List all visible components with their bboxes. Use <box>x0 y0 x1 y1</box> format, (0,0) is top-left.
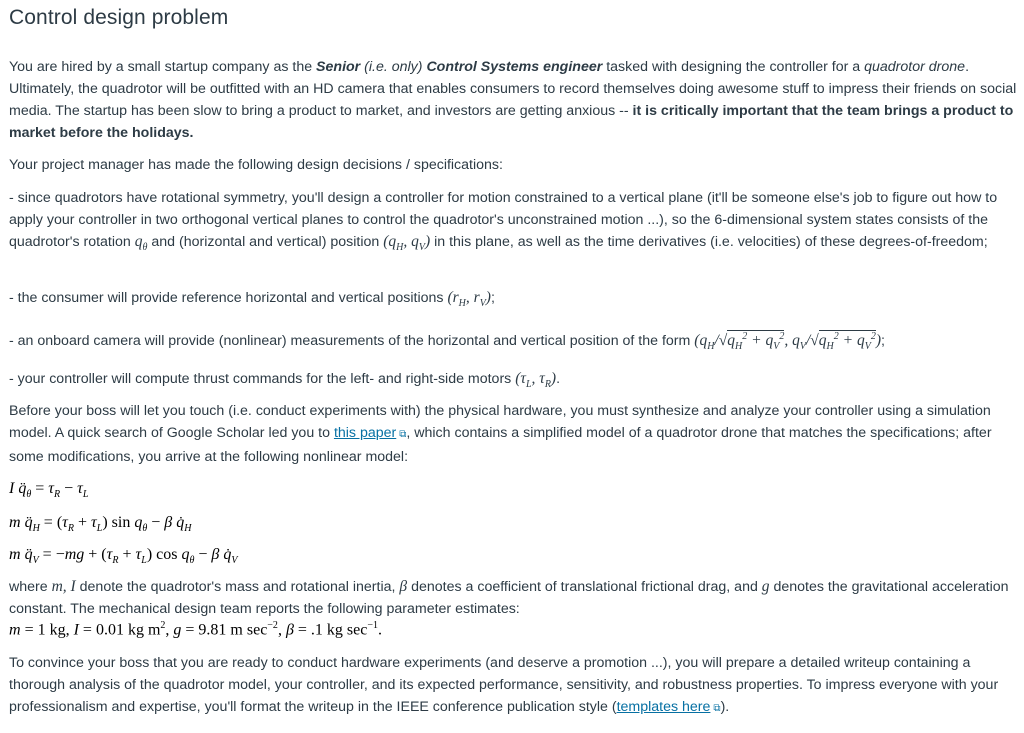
convince-paragraph: To convince your boss that you are ready to conduct hardware experiments (and deserve a promotion ...), you will prepare a detailed writeup containing a thorough analysis of the quadrotor model, your controller, and its expected performance, sensitivity, and robustness properties. To impress everyone with your professionalism and expertise, you'll format the writeup in the IEEE conference publication style (templates here ⧉). <box>9 652 1018 720</box>
page-title: Control design problem <box>9 6 229 29</box>
parameter-estimates: m = 1 kg, I = 0.01 kg $m^2$, g = 9.81 m $\sec^{-2}$, β = .1 kg $\sec^{-1}$. <box>9 620 382 639</box>
equation-horizontal: m $q̈_H = (\tau_R + \tau_L)$ $\sin q_\theta - \beta$ $q̇_H$ <box>9 514 192 535</box>
external-link-icon: ⧉ <box>399 429 407 440</box>
external-link-icon: ⧉ <box>713 703 721 714</box>
important-text: it is critically important that the team brings a product to market before the holidays. <box>9 103 1014 141</box>
templates-link[interactable]: templates here <box>616 699 711 715</box>
boss-paragraph: Before your boss will let you touch (i.e. conduct experiments with) the physical hardware, you must synthesize and analyze your controller using a simulation model. A quick search of Google Scholar led you to this paper ⧉, which contains a simplified model of a quadrotor drone that matches the specifications; after some modifications, you arrive at the following nonlinear model: <box>9 403 992 465</box>
pm-paragraph: Your project manager has made the following design decisions / specifications: <box>9 157 503 173</box>
spec-thrust: - your controller will compute thrust commands for the left- and right-side motors ($\tau_L$, $\tau_R$). <box>9 370 561 391</box>
intro-paragraph: You are hired by a small startup company as the Senior (i.e. only) Control Systems engineer tasked with designing the controller for a quadrotor drone. Ultimately, the quadrotor will be outfitted with an HD camera that enables consumers to record themselves doing awesome stuff to impress their friends on social media. The startup has been slow to bring a product to market, and investors are getting anxious -- it is critically important that the team brings a product to market before the holidays. <box>9 59 1017 141</box>
spec-reference: - the consumer will provide reference horizontal and vertical positions ($r_H$, $r_V$); <box>9 289 495 310</box>
where-paragraph: where m, I denote the quadrotor's mass and rotational inertia, β denotes a coefficient of translational frictional drag, and g denotes the gravitational acceleration constant. The mechanical design team reports the following parameter estimates: <box>9 578 1009 617</box>
equation-rotation: I $q̈_\theta = \tau_R - \tau_L$ <box>9 480 89 501</box>
spec-measurement: - an onboard camera will provide (nonlinear) measurements of the horizontal and vertical position of the form ($q_H/√q_H^2 + q_V^2$, $q_V/√q_H^2 + q_V^2$); <box>9 331 885 353</box>
spec-state: - since quadrotors have rotational symmetry, you'll design a controller for motion constrained to a vertical plane (it'll be someone else's job to figure out how to apply your controller in two orthogonal vertical planes to control the quadrotor's unconstrained motion ...), so the 6-dimensional system states consists of the quadrotor's rotation $q_\theta$ and (horizontal and vertical) position ($q_H$, $q_V$) in this plane, as well as the time derivatives (i.e. velocities) of these degrees-of-freedom; <box>9 190 998 254</box>
paper-link[interactable]: this paper <box>333 425 397 441</box>
equation-vertical: m $q̈_V = -mg + (\tau_R + \tau_L)$ $\cos q_\theta - \beta$ $q̇_V$ <box>9 546 238 567</box>
